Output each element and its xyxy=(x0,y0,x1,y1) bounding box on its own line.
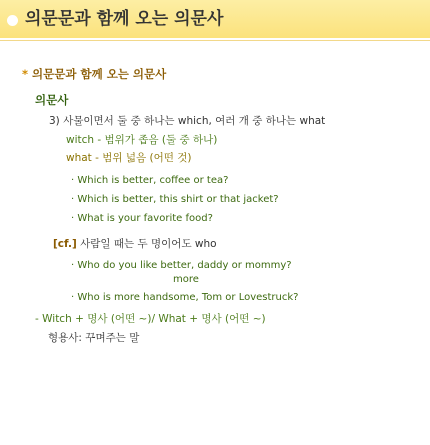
cf-text: 사람일 때는 두 명이어도 who xyxy=(76,238,217,250)
example-sentence: · Which is better, coffee or tea? xyxy=(71,175,229,186)
witch-definition: witch - 범위가 좁음 (둘 중 하나) xyxy=(66,134,218,146)
noun-pattern: - Witch + 명사 (어떤 ~)/ What + 명사 (어떤 ~) xyxy=(35,313,266,325)
example-continuation: more xyxy=(173,274,199,285)
example-sentence: · Who do you like better, daddy or mommy? xyxy=(71,260,292,271)
what-definition: what - 범위 넓음 (어떤 것) xyxy=(66,152,192,164)
asterisk-icon: * xyxy=(22,67,29,81)
cf-label: [cf.] xyxy=(53,238,77,250)
page-title: 의문문과 함께 오는 의문사 xyxy=(25,9,224,29)
subheading: 의문사 xyxy=(35,93,69,107)
divider xyxy=(0,40,430,41)
rule-3: 3) 사물이면서 둘 중 하나는 which, 여러 개 중 하나는 what xyxy=(49,115,326,127)
section-heading-text: 의문문과 함께 오는 의문사 xyxy=(32,67,167,81)
adjective-note: 형용사: 꾸며주는 말 xyxy=(48,332,140,344)
title-bar xyxy=(0,0,430,38)
section-heading xyxy=(22,67,166,82)
cf-note xyxy=(53,237,217,252)
bullet-dot-icon xyxy=(7,15,18,26)
example-sentence: · Who is more handsome, Tom or Lovestruck? xyxy=(71,292,299,303)
example-sentence: · What is your favorite food? xyxy=(71,213,213,224)
example-sentence: · Which is better, this shirt or that jacket? xyxy=(71,194,279,205)
